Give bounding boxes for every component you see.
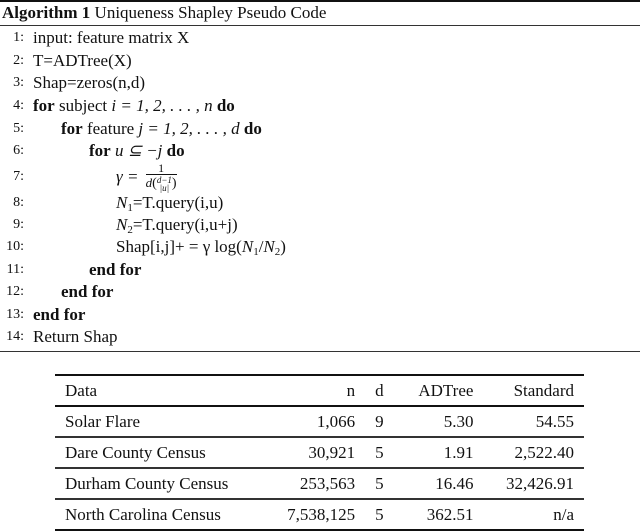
algorithm-bottom-rule [0, 351, 640, 352]
cell-data: Durham County Census [65, 473, 229, 493]
keyword-end-for: end for [89, 260, 142, 279]
line-number: 6: [13, 143, 24, 158]
cell-standard: 32,426.91 [506, 473, 574, 493]
keyword-end-for: end for [61, 282, 114, 301]
slash: / [258, 237, 264, 256]
subscript: 1 [127, 202, 133, 214]
line-number: 3: [13, 75, 24, 90]
gamma-fraction [146, 162, 177, 192]
close-paren: ) [280, 237, 286, 256]
line-text: input: feature matrix X [33, 28, 190, 47]
math-expr: u ⊆ −j [114, 141, 163, 160]
fraction-denominator: d( d−1 |u| ) [145, 175, 177, 194]
subscript: 2 [127, 224, 133, 236]
header-d: d [375, 380, 384, 400]
algorithm-label: Algorithm 1 [2, 3, 91, 22]
runtime-table-container [55, 374, 584, 531]
var-n: N [116, 193, 128, 212]
var-n1: N [241, 237, 254, 256]
cell-adtree: 5.30 [443, 411, 474, 431]
table-row [55, 437, 584, 468]
algorithm-caption [2, 3, 326, 23]
cell-n: 253,563 [299, 473, 356, 493]
line-text: feature [82, 119, 139, 138]
gamma-lhs: γ = [116, 167, 143, 186]
line-text: T=ADTree(X) [33, 51, 132, 70]
fraction-numerator: 1 [146, 162, 177, 175]
algorithm-title: Uniqueness Shapley Pseudo Code [94, 3, 327, 22]
line-number: 14: [6, 329, 24, 344]
line-text: Shap=zeros(n,d) [33, 73, 146, 92]
line-content [116, 236, 286, 263]
line-number: 8: [13, 195, 24, 210]
line-content [89, 140, 185, 162]
line-content [61, 118, 262, 140]
line-number: 4: [13, 98, 24, 113]
denominator-d: d [145, 175, 153, 191]
binomial-bottom: |u| [159, 183, 170, 194]
header-adtree: ADTree [418, 380, 474, 400]
line-text: =T.query(i,u+j) [132, 215, 238, 234]
line-number: 7: [13, 169, 24, 184]
keyword-for: for [61, 119, 83, 138]
cell-adtree: 1.91 [443, 442, 474, 462]
line-content [116, 162, 177, 193]
keyword-do: do [239, 119, 262, 138]
cell-n: 1,066 [316, 411, 356, 431]
keyword-do: do [212, 96, 235, 115]
line-number: 1: [13, 30, 24, 45]
line-text: Return Shap [33, 327, 118, 346]
keyword-for: for [33, 96, 55, 115]
runtime-table [55, 374, 584, 531]
cell-d: 9 [375, 411, 384, 431]
keyword-end-for: end for [33, 305, 86, 324]
keyword-do: do [162, 141, 185, 160]
cell-d: 5 [375, 442, 384, 462]
line-number: 12: [6, 284, 24, 299]
cell-adtree: 362.51 [426, 504, 474, 524]
cell-n: 30,921 [308, 442, 356, 462]
cell-standard: n/a [553, 504, 574, 524]
line-number: 10: [6, 239, 24, 254]
line-number: 9: [13, 217, 24, 232]
binomial-top: d−1 [156, 175, 172, 186]
header-data: Data [65, 380, 98, 400]
math-expr: i = 1, 2, . . . , n [111, 96, 213, 115]
line-number: 13: [6, 307, 24, 322]
binomial [157, 176, 172, 192]
line-number: 2: [13, 53, 24, 68]
cell-d: 5 [375, 504, 384, 524]
line-text: =T.query(i,u) [132, 193, 224, 212]
cell-standard: 54.55 [535, 411, 574, 431]
cell-n: 7,538,125 [287, 504, 356, 524]
cell-data: Dare County Census [65, 442, 206, 462]
cell-standard: 2,522.40 [514, 442, 574, 462]
table-row [55, 499, 584, 530]
subscript: 1 [253, 246, 259, 258]
var-n2: N [263, 237, 275, 256]
header-n: n [346, 380, 356, 400]
line-text: Shap[i,j]+ = γ log( [116, 237, 242, 256]
line-content [33, 95, 235, 117]
cell-d: 5 [375, 473, 384, 493]
cell-data: Solar Flare [65, 411, 141, 431]
table-row [55, 468, 584, 499]
math-expr: j = 1, 2, . . . , d [138, 119, 240, 138]
line-number: 11: [6, 262, 24, 277]
var-n: N [116, 215, 128, 234]
line-text: subject [54, 96, 112, 115]
subscript: 2 [274, 246, 281, 258]
algorithm-top-rule [0, 0, 640, 2]
keyword-for: for [89, 141, 111, 160]
table-row [55, 406, 584, 437]
table-header-row [55, 375, 584, 406]
cell-adtree: 16.46 [435, 473, 474, 493]
algorithm-header-rule [0, 25, 640, 26]
header-standard: Standard [513, 380, 574, 400]
cell-data: North Carolina Census [65, 504, 221, 524]
line-number: 5: [13, 121, 24, 136]
